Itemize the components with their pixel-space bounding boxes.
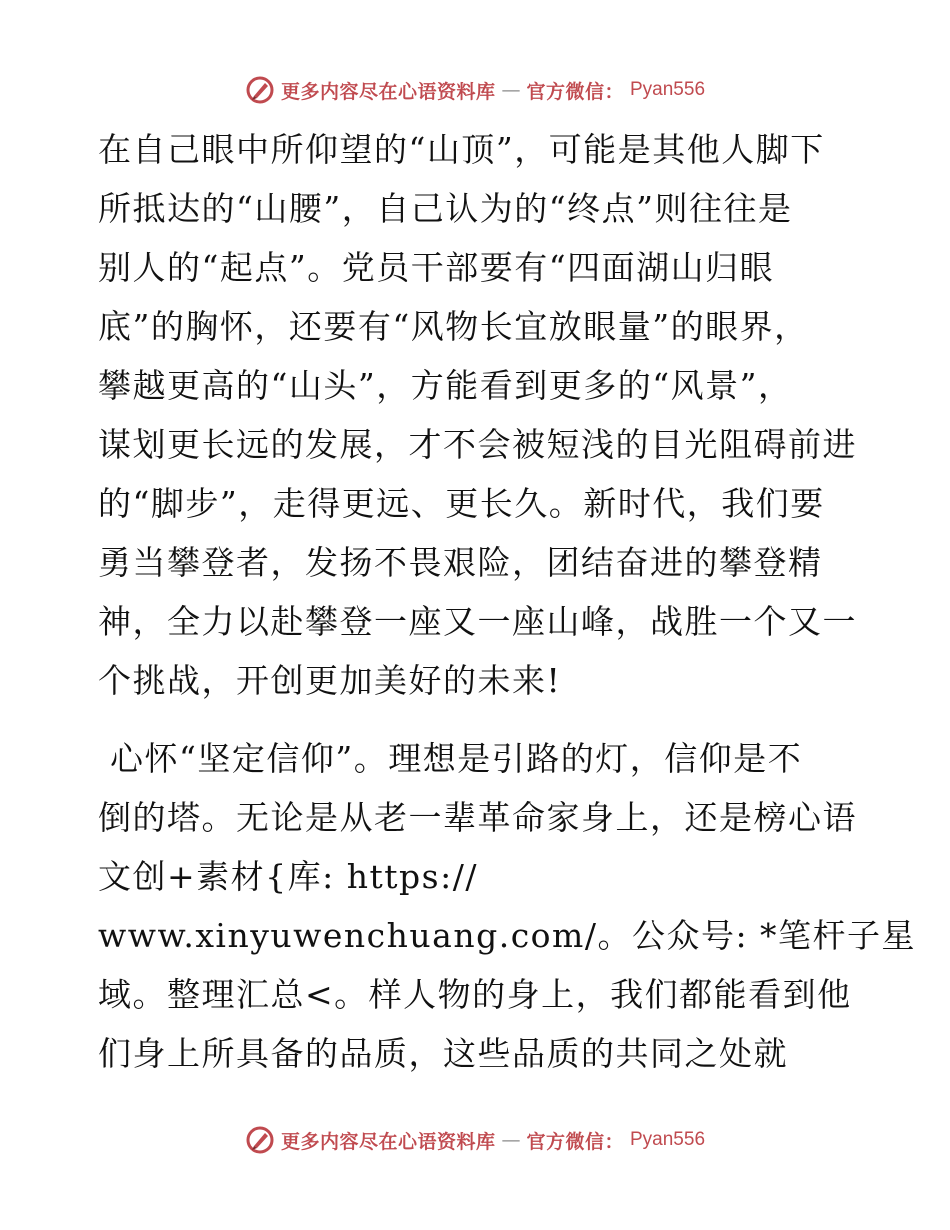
text-line: 倒的塔。无论是从老一辈革命家身上，还是榜心语 bbox=[98, 798, 857, 837]
text-line: 文创+素材{库: https:// bbox=[98, 857, 478, 896]
pen-logo-icon bbox=[245, 1125, 275, 1155]
document-body bbox=[98, 120, 917, 1083]
watermark-title: 更多内容尽在心语资料库 bbox=[280, 1130, 496, 1153]
pen-logo-icon bbox=[245, 75, 275, 105]
text-line: 神，全力以赴攀登一座又一座山峰，战胜一个又一 bbox=[98, 602, 857, 641]
watermark-wechat-id: Pyan556 bbox=[630, 79, 706, 100]
text-line: 域。整理汇总<。样人物的身上，我们都能看到他 bbox=[98, 975, 852, 1014]
watermark-wechat-label: 官方微信： bbox=[526, 1130, 624, 1153]
text-line: 谋划更长远的发展，才不会被短浅的目光阻碍前进 bbox=[98, 425, 857, 464]
watermark-wechat-label: 官方微信： bbox=[526, 80, 624, 103]
text-line: 底”的胸怀，还要有“风物长宜放眼量”的眼界， bbox=[98, 307, 809, 346]
paragraph bbox=[98, 729, 917, 1083]
text-line: 们身上所具备的品质，这些品质的共同之处就 bbox=[98, 1034, 788, 1073]
text-line: www.xinyuwenchuang.com/。公众号: *笔杆子星 bbox=[98, 916, 917, 955]
text-line: 心怀“坚定信仰”。理想是引路的灯，信仰是不 bbox=[98, 739, 803, 778]
paragraph bbox=[98, 120, 858, 710]
paragraph-gap bbox=[98, 710, 858, 729]
footer-watermark bbox=[0, 1120, 950, 1160]
watermark-title: 更多内容尽在心语资料库 bbox=[280, 80, 496, 103]
watermark-wechat-id: Pyan556 bbox=[630, 1129, 706, 1150]
text-line: 攀越更高的“山头”，方能看到更多的“风景”， bbox=[98, 366, 793, 405]
watermark-separator: — bbox=[501, 79, 521, 101]
text-line: 所抵达的“山腰”，自己认为的“终点”则往往是 bbox=[98, 189, 793, 228]
text-line: 在自己眼中所仰望的“山顶”，可能是其他人脚下 bbox=[98, 130, 825, 169]
text-line: 别人的“起点”。党员干部要有“四面湖山归眼 bbox=[98, 248, 775, 287]
text-line: 个挑战，开创更加美好的未来! bbox=[98, 661, 562, 700]
header-watermark bbox=[0, 70, 950, 110]
text-line: 的“脚步”，走得更远、更长久。新时代，我们要 bbox=[98, 484, 825, 523]
text-line: 勇当攀登者，发扬不畏艰险，团结奋进的攀登精 bbox=[98, 543, 823, 582]
watermark-separator: — bbox=[501, 1129, 521, 1151]
